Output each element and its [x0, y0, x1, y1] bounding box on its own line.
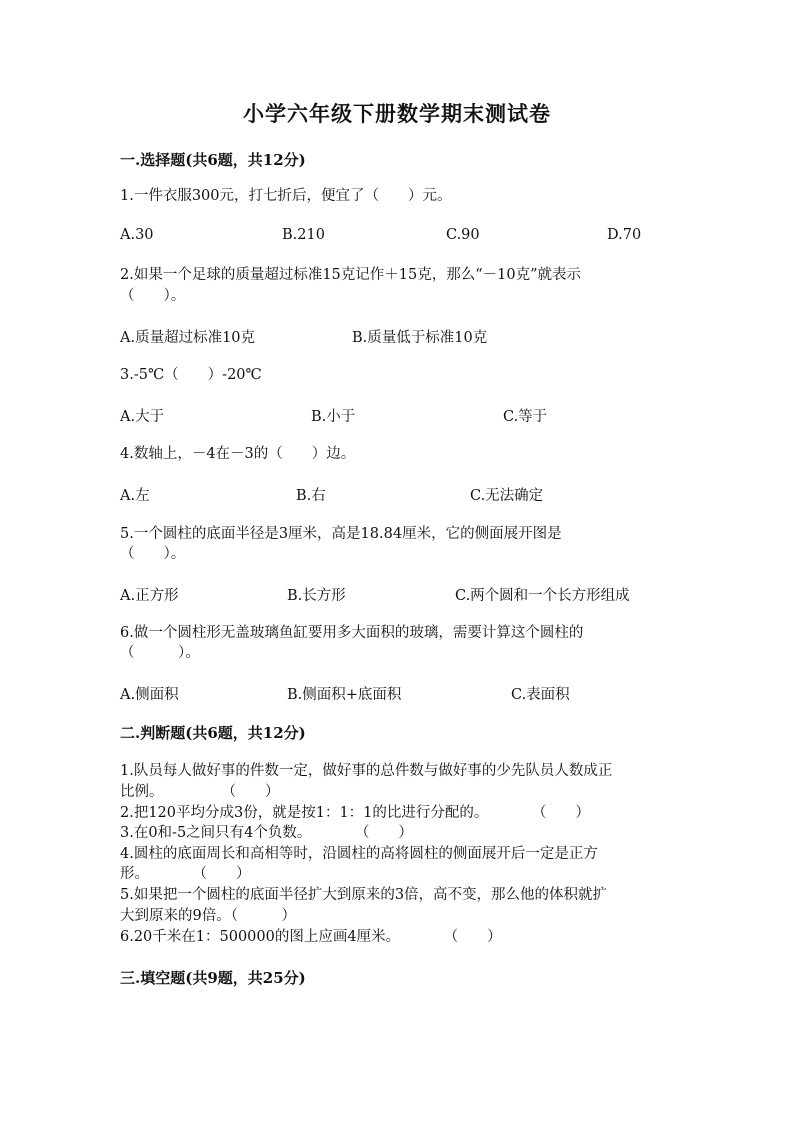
option-1c: C.90 — [446, 227, 480, 243]
section-heading-choice: 一.选择题(共6题，共12分) — [120, 151, 306, 169]
question-1: 1.一件衣服300元，打七折后，便宜了（ ）元。 — [120, 188, 452, 204]
option-2a: A.质量超过标准10克 — [120, 330, 256, 346]
judge-1-line-2: 比例。 （ ） — [120, 784, 280, 800]
page-title: 小学六年级下册数学期末测试卷 — [243, 101, 551, 126]
option-2b: B.质量低于标准10克 — [352, 330, 488, 346]
option-6c: C.表面积 — [511, 687, 570, 703]
option-3a: A.大于 — [120, 409, 165, 425]
question-4: 4.数轴上，－4在－3的（ ）边。 — [120, 446, 356, 462]
option-1a: A.30 — [120, 227, 154, 243]
option-3b: B.小于 — [311, 409, 356, 425]
option-4a: A.左 — [120, 488, 150, 504]
option-1d: D.70 — [607, 227, 642, 243]
option-5a: A.正方形 — [120, 588, 179, 604]
option-1b: B.210 — [282, 227, 325, 243]
option-4b: B.右 — [296, 488, 326, 504]
judge-4-line-1: 4.圆柱的底面周长和高相等时，沿圆柱的高将圆柱的侧面展开后一定是正方 — [120, 846, 598, 862]
option-4c: C.无法确定 — [470, 488, 544, 504]
judge-5-line-2: 大到原来的9倍。（ ） — [120, 908, 296, 924]
judge-1-line-1: 1.队员每人做好事的件数一定，做好事的总件数与做好事的少先队员人数成正 — [120, 763, 613, 779]
question-5-line-2: （ ）。 — [120, 546, 186, 562]
section-heading-fill: 三.填空题(共9题，共25分) — [120, 969, 306, 987]
question-6-line-1: 6.做一个圆柱形无盖玻璃鱼缸要用多大面积的玻璃，需要计算这个圆柱的 — [120, 625, 584, 641]
option-3c: C.等于 — [503, 409, 548, 425]
option-6a: A.侧面积 — [120, 687, 179, 703]
judge-2: 2.把120平均分成3份，就是按1：1：1的比进行分配的。 （ ） — [120, 805, 590, 821]
judge-4-line-2: 形。 （ ） — [120, 866, 251, 882]
judge-6: 6.20千米在1：500000的图上应画4厘米。 （ ） — [120, 929, 502, 945]
question-3: 3.-5℃（ ）-20℃ — [120, 367, 262, 383]
question-6-line-2: （ ）。 — [120, 645, 200, 661]
judge-3: 3.在0和-5之间只有4个负数。 （ ） — [120, 825, 413, 841]
option-5c: C.两个圆和一个长方形组成 — [455, 588, 630, 604]
judge-5-line-1: 5.如果把一个圆柱的底面半径扩大到原来的3倍，高不变，那么他的体积就扩 — [120, 887, 608, 903]
option-6b: B.侧面积+底面积 — [287, 687, 402, 703]
option-5b: B.长方形 — [287, 588, 346, 604]
question-2-line-1: 2.如果一个足球的质量超过标准15克记作＋15克，那么“－10克”就表示 — [120, 267, 582, 283]
question-5-line-1: 5.一个圆柱的底面半径是3厘米，高是18.84厘米，它的侧面展开图是 — [120, 526, 562, 542]
question-2-line-2: （ ）。 — [120, 288, 186, 304]
section-heading-judge: 二.判断题(共6题，共12分) — [120, 724, 306, 742]
